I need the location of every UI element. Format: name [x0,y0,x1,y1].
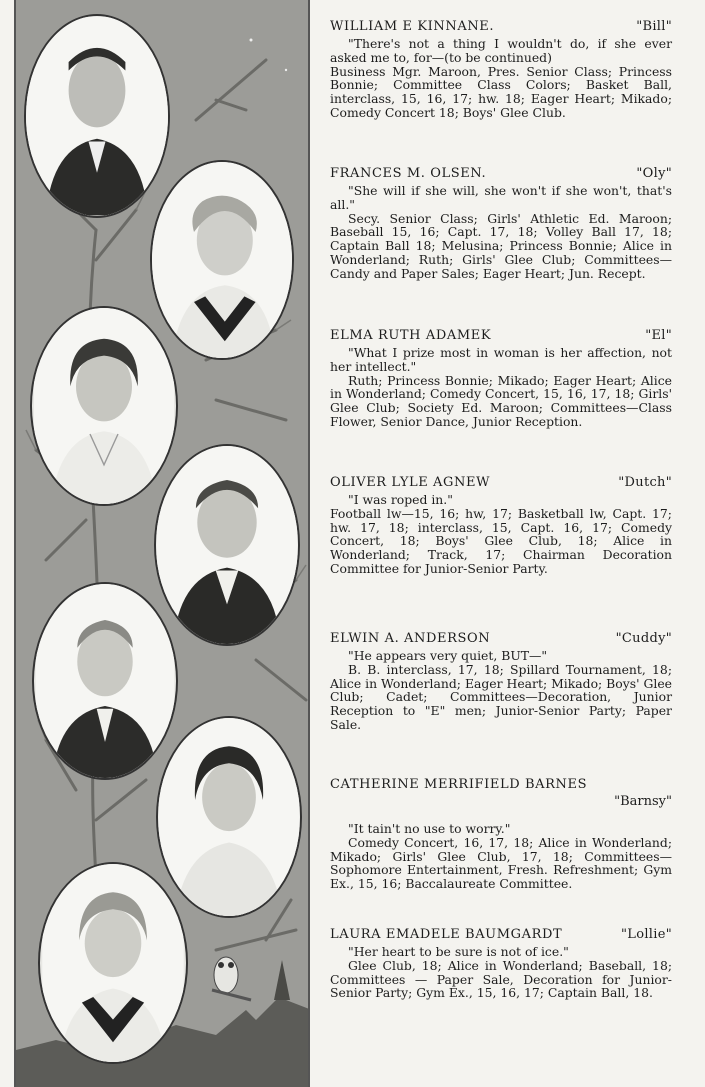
name-row [330,327,672,344]
senior-nickname: "Barnsy" [614,794,672,809]
senior-activities: Business Mgr. Maroon, Pres. Senior Class; Princess Bonnie; Committee Class Colors; Basket Ball, interclass, 15, 16, 17; hw. 18; Eager Heart; Mikado; Comedy Concert 18; Boys' Glee Club. [330,63,672,120]
senior-name: LAURA EMADELE BAUMGARDT [330,927,563,942]
portrait-photo [40,864,186,1062]
senior-entry [330,327,672,429]
senior-quote: "I was roped in." [348,492,453,507]
senior-nickname: "Oly" [636,166,672,181]
senior-name: ELWIN A. ANDERSON [330,631,491,646]
senior-entry [330,18,672,120]
senior-quote: "It tain't no use to worry." [348,821,511,836]
name-row [330,926,672,943]
senior-quote: "There's not a thing I wouldn't do, if she ever asked me to, for—(to be continued) [330,36,672,65]
senior-entry [330,926,672,1000]
senior-nickname: "Dutch" [618,475,672,490]
senior-name: WILLIAM E KINNANE. [330,19,495,34]
portrait-photo [32,308,176,504]
name-row [330,776,672,793]
senior-activities: Comedy Concert, 16, 17, 18; Alice in Wonderland; Mikado; Girls' Glee Club, 17, 18; Committees—Sophomore Entertainment, Fresh. Refreshment; Gym Ex., 15, 16; Baccalaureate Committee. [330,834,672,892]
senior-activities: Secy. Senior Class; Girls' Athletic Ed. Maroon; Baseball 15, 16; Capt. 17, 18; Volley Ball 17, 18; Captain Ball 18; Melusina; Princess Bonnie; Alice in Wonderland; Ruth; Girls' Glee Club; Committees—Candy and Paper Sales; Eager Heart; Jun. Recept. [330,210,672,281]
star-icon [285,69,287,71]
senior-entry [330,630,672,732]
senior-nickname: "El" [645,328,672,343]
senior-name: CATHERINE MERRIFIELD BARNES [330,777,588,792]
senior-quote: "Her heart to be sure is not of ice." [348,944,569,959]
portrait-photo [156,446,298,644]
senior-entry [330,165,672,281]
senior-entry [330,474,672,576]
senior-activities: Glee Club, 18; Alice in Wonderland; Baseball, 18; Committees — Paper Sale, Decoration for Junior-Senior Party; Gym Ex., 15, 16, 17; Captain Ball, 18. [330,957,672,1001]
portrait-photo [34,584,176,778]
senior-quote: "What I prize most in woman is her affection, not her intellect." [330,345,672,374]
portrait-photo [26,16,168,216]
senior-quote: "He appears very quiet, BUT—" [348,648,548,663]
crescent-moon-icon [210,50,260,106]
portrait-panel [14,0,310,1087]
owl-icon [212,957,251,1000]
portrait-laura-baumgardt [38,862,188,1064]
senior-name: FRANCES M. OLSEN. [330,166,487,181]
senior-activities: B. B. interclass, 17, 18; Spillard Tournament, 18; Alice in Wonderland; Eager Heart; Mikado; Boys' Glee Club; Cadet; Committees—Decoration, Junior Reception to "E" men; Junior-Senior Party; Paper Sale. [330,661,672,732]
senior-nickname: "Cuddy" [615,631,672,646]
senior-nickname: "Bill" [636,19,672,34]
senior-nickname: "Lollie" [621,927,672,942]
senior-activities: Ruth; Princess Bonnie; Mikado; Eager Heart; Alice in Wonderland; Comedy Concert, 15, 16, 17, 18; Girls' Glee Club; Society Ed. Maroon; Committees—Class Flower, Senior Dance, Junior Reception. [330,372,672,429]
name-row [330,18,672,35]
senior-name: OLIVER LYLE AGNEW [330,475,491,490]
senior-quote: "She will if she will, she won't if she won't, that's all." [330,183,672,212]
name-row [330,630,672,647]
senior-name: ELMA RUTH ADAMEK [330,328,492,343]
star-icon [250,39,253,42]
portrait-william-kinnane [24,14,170,218]
senior-entry [330,776,672,891]
name-row [330,165,672,182]
name-row [330,474,672,491]
senior-activities: Football lw—15, 16; hw, 17; Basketball lw, Capt. 17; hw. 17, 18; interclass, 15, Capt. 16, 17; Comedy Concert, 18; Boys' Glee Club, 18; Alice in Wonderland; Track, 17; Chairman Decoration Committee for Junior-Senior Party. [330,505,672,576]
portrait-elwin-anderson [32,582,178,780]
